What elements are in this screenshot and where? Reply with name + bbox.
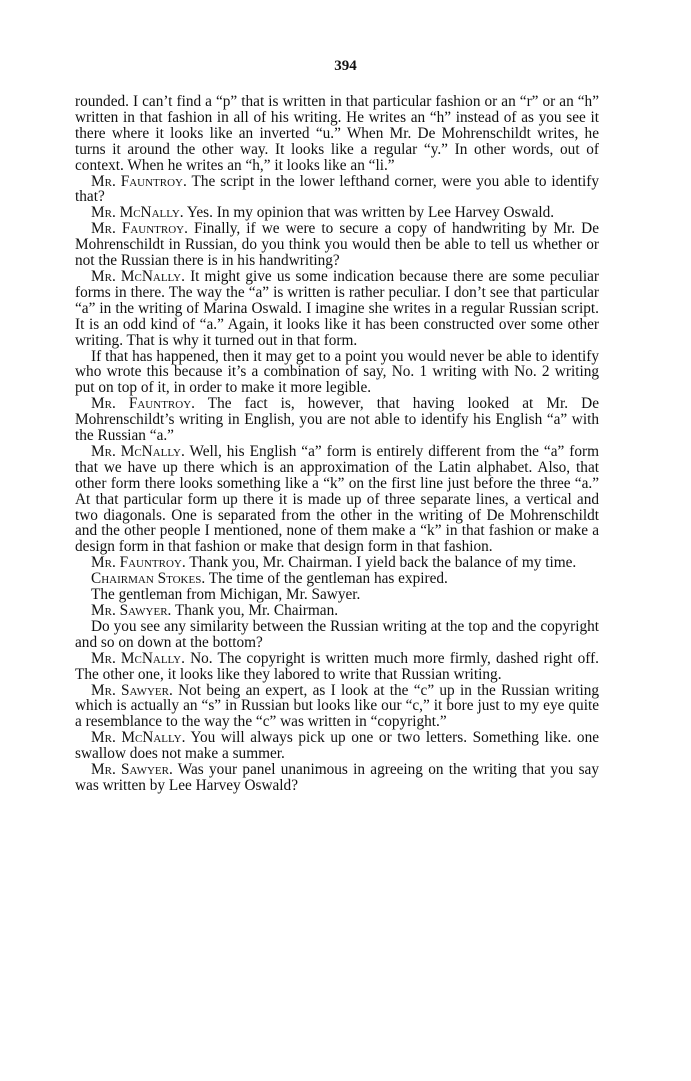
transcript-paragraph	[75, 396, 599, 444]
paragraph-text: The gentleman from Michigan, Mr. Sawyer.	[91, 586, 361, 604]
speaker-name: Chairman Stokes.	[91, 570, 206, 588]
paragraph-text: You will always pick up one or two letters. Something like. one swallow does not make a summer.	[75, 729, 600, 763]
speaker-name: Mr. McNally.	[91, 649, 185, 667]
transcript-paragraph	[75, 205, 599, 221]
paragraph-text: It might give us some indication because there are some peculiar forms in there. The way the “a” is written is rather peculiar. I don’t see that particular “a” in the writing of Marina Oswald. I imagine she writes in a regular Russian script. It is an odd kind of “a.” Again, it looks like it has been constructed over some other writing. That is why it turned out in that form.	[75, 267, 599, 349]
transcript-paragraph	[75, 730, 599, 762]
speaker-name: Mr. Sawyer.	[91, 761, 173, 779]
paragraph-text: The script in the lower lefthand corner, were you able to identify that?	[75, 172, 599, 206]
transcript-paragraph	[75, 571, 599, 587]
paragraph-text: The fact is, however, that having looked at Mr. De Mohrenschildt’s writing in English, you are not able to identify his English “a” with the Russian “a.”	[75, 395, 599, 445]
transcript-paragraph	[75, 555, 599, 571]
speaker-name: Mr. Sawyer.	[91, 602, 172, 619]
transcript-paragraph	[75, 762, 599, 794]
speaker-name: Mr. Sawyer.	[91, 681, 173, 699]
page-number: 394	[334, 58, 357, 74]
paragraph-text: Not being an expert, as I look at the “c” up in the Russian writing which is actually an “s” in Russian but looks like our “c,” it bore just to my eye quite a resemblance to the way the “c” was written in “copyright.”	[75, 681, 599, 731]
paragraph-text: Was your panel unanimous in agreeing on the writing that you say was written by Lee Harvey Oswald?	[75, 761, 599, 794]
transcript-paragraph	[75, 269, 599, 349]
paragraph-text: Yes. In my opinion that was written by Lee Harvey Oswald.	[183, 204, 555, 222]
paragraph-text: If that has happened, then it may get to a point you would never be able to identify who wrote this because it’s a combination of say, No. 1 writing with No. 2 writing put on top of it, in order to make it more legible.	[75, 347, 599, 397]
speaker-name: Mr. McNally.	[91, 267, 185, 285]
paragraph-text: Finally, if we were to secure a copy of handwriting by Mr. De Mohrenschildt in Russian, do you think you would then be able to tell us whether or not the Russian there is in his handwriting?	[75, 220, 599, 270]
paragraph-text: Thank you, Mr. Chairman.	[171, 602, 339, 619]
transcript-paragraph	[75, 221, 599, 269]
speaker-name: Mr. Fauntroy.	[91, 172, 187, 190]
transcript-body	[75, 94, 599, 794]
paragraph-text: Do you see any similarity between the Russian writing at the top and the copyright and so on down at the bottom?	[75, 617, 599, 651]
paragraph-text: Well, his English “a” form is entirely different from the “a” form that we have up there which is an approximation of the Latin alphabet. Also, that other form there looks something like a “k” on the first line just before the three “a.” At that particular form up there it is made up of three separate lines, a vertical and two diagonals. One is separated from the other in the writing of De Mohrenschildt and the other people I mentioned, none of them make a “k” in that fashion or make a design form in that fashion or make that design form in that fashion.	[75, 442, 600, 556]
transcript-paragraph	[75, 603, 599, 619]
paragraph-text: rounded. I can’t find a “p” that is written in that particular fashion or an “r” or an “h” written in that fashion in all of his writing. He writes an “h” instead of as you see it there where it looks like an inverted “u.” When Mr. De Mohrenschildt writes, he turns it around the other way. It looks like a regular “y.” In other words, out of context. When he writes an “h,” it looks like an “li.”	[75, 93, 599, 174]
speaker-name: Mr. McNally.	[91, 204, 184, 222]
transcript-paragraph	[75, 619, 599, 651]
paragraph-text: Thank you, Mr. Chairman. I yield back the balance of my time.	[185, 554, 577, 572]
speaker-name: Mr. McNally.	[91, 729, 186, 747]
transcript-paragraph	[75, 683, 599, 731]
transcript-paragraph	[75, 349, 599, 397]
speaker-name: Mr. Fauntroy.	[91, 220, 188, 238]
speaker-name: Mr. Fauntroy.	[91, 554, 186, 572]
transcript-paragraph	[75, 94, 599, 174]
speaker-name: Mr. Fauntroy.	[91, 395, 195, 413]
transcript-paragraph	[75, 444, 599, 555]
transcript-paragraph	[75, 651, 599, 683]
paragraph-text: The time of the gentleman has expired.	[205, 570, 448, 588]
transcript-paragraph	[75, 174, 599, 206]
speaker-name: Mr. McNally.	[91, 442, 185, 460]
paragraph-text: No. The copyright is written much more firmly, dashed right off. The other one, it looks like they labored to write that Russian writing.	[75, 649, 600, 683]
transcript-paragraph	[75, 587, 599, 603]
